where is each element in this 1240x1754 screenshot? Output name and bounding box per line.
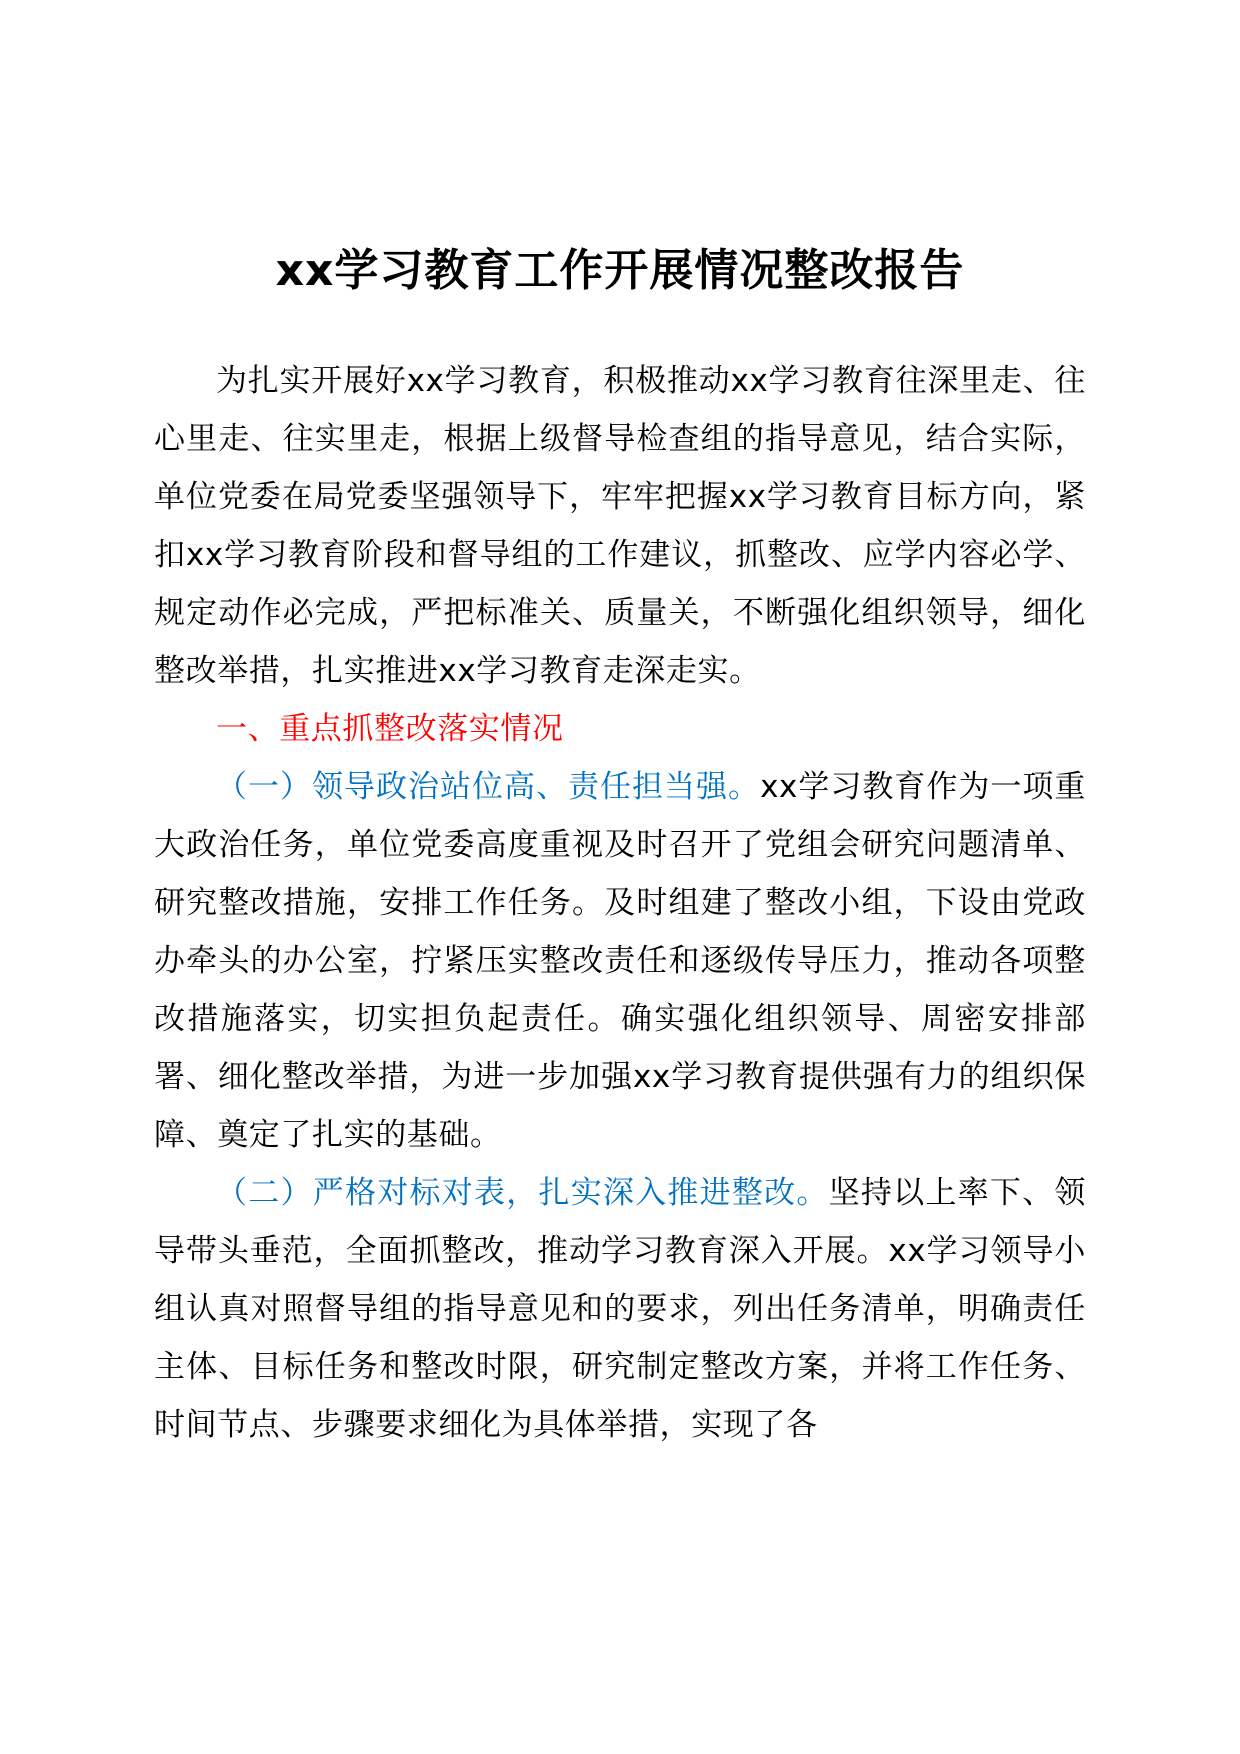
item-body-2: 坚持以上率下、领导带头垂范，全面抓整改，推动学习教育深入开展。xx学习领导小组认真对照督导组的指导意见和的要求，列出任务清单，明确责任主体、目标任务和整改时限，研究制定整改方案，并将工作任务、时间节点、步骤要求细化为具体举措，实现了各 <box>154 1175 1086 1443</box>
section-heading: 一、重点抓整改落实情况 <box>216 711 564 747</box>
item-paragraph-1 <box>154 758 1086 1164</box>
item-paragraph-2 <box>154 1164 1086 1454</box>
item-body-1: xx学习教育作为一项重大政治任务，单位党委高度重视及时召开了党组会研究问题清单、研究整改措施，安排工作任务。及时组建了整改小组，下设由党政办牵头的办公室，拧紧压实整改责任和逐级传导压力，推动各项整改措施落实，切实担负起责任。确实强化组织领导、周密安排部署、细化整改举措，为进一步加强xx学习教育提供强有力的组织保障、奠定了扎实的基础。 <box>154 769 1087 1153</box>
document-content <box>154 240 1086 1454</box>
document-title: xx学习教育工作开展情况整改报告 <box>275 245 965 296</box>
item-lead-1: （一）领导政治站位高、责任担当强。 <box>216 769 761 805</box>
intro-paragraph: 为扎实开展好xx学习教育，积极推动xx学习教育往深里走、往心里走、往实里走，根据上级督导检查组的指导意见，结合实际，单位党委在局党委坚强领导下，牢牢把握xx学习教育目标方向，紧扣xx学习教育阶段和督导组的工作建议，抓整改、应学内容必学、规定动作必完成，严把标准关、质量关，不断强化组织领导，细化整改举措，扎实推进xx学习教育走深走实。 <box>154 363 1086 689</box>
item-lead-2: （二）严格对标对表，扎实深入推进整改。 <box>216 1175 829 1211</box>
